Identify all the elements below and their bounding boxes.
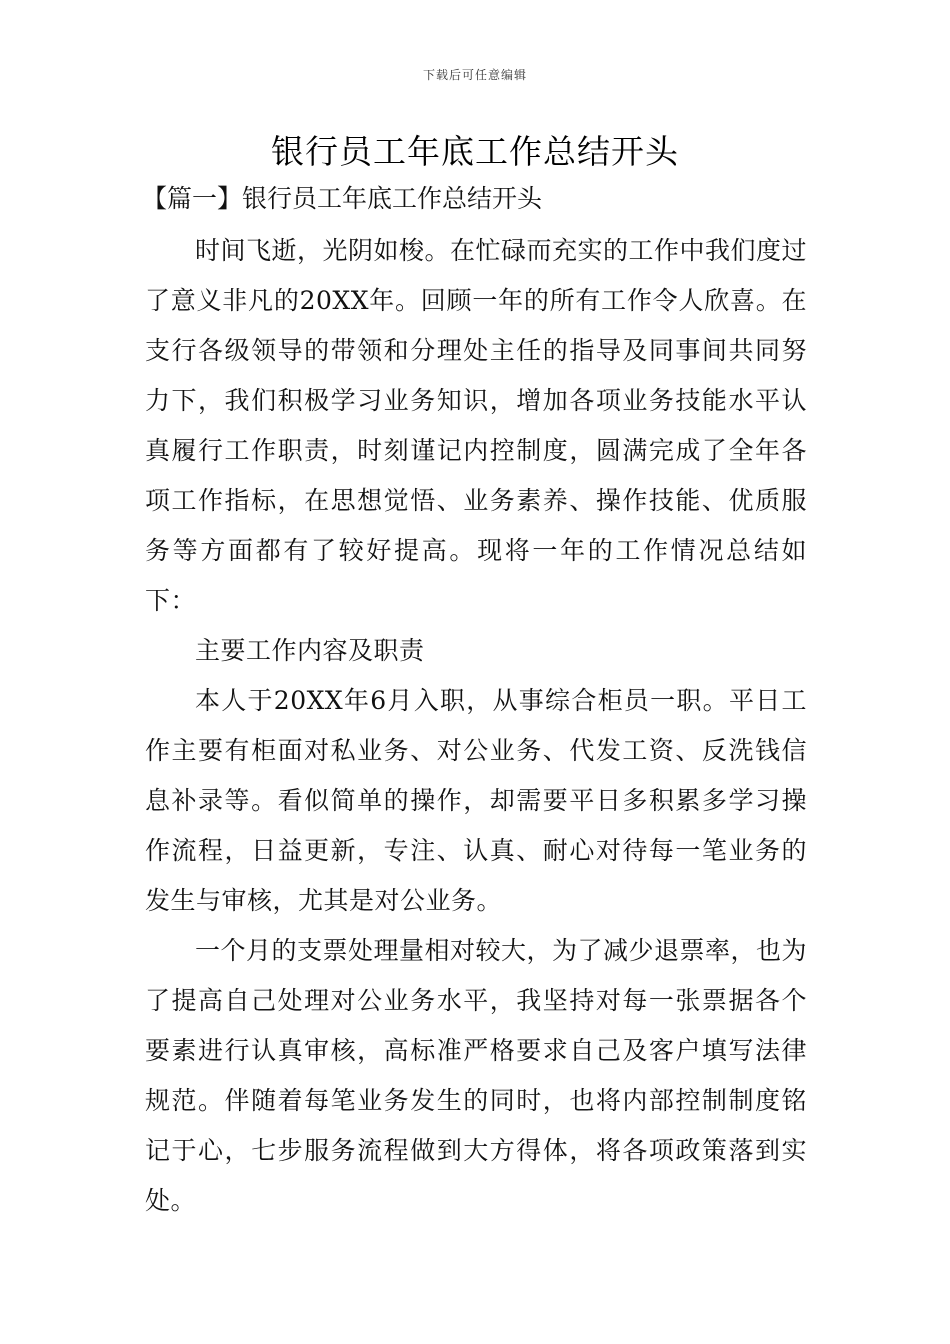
document-title: 银行员工年底工作总结开头 [271,132,679,171]
paragraph-checks: 一个月的支票处理量相对较大，为了减少退票率，也为了提高自己处理对公业务水平，我坚持对每一张票据各个要素进行认真审核，高标准严格要求自己及客户填写法律规范。伴随着每笔业务发生的同时，也将内部控制制度铭记于心，七步服务流程做到大方得体，将各项政策落到实处。 [145,936,808,1215]
paragraph-duties: 本人于20XX年6月入职，从事综合柜员一职。平日工作主要有柜面对私业务、对公业务、代发工资、反洗钱信息补录等。看似简单的操作，却需要平日多积累多学习操作流程，日益更新，专注、认真、耐心对待每一笔业务的发生与审核，尤其是对公业务。 [145,686,807,915]
paragraph-subheading: 主要工作内容及职责 [195,636,425,665]
body-text [145,226,807,1226]
paragraph-intro: 时间飞逝，光阴如梭。在忙碌而充实的工作中我们度过了意义非凡的20XX年。回顾一年的所有工作令人欣喜。在支行各级领导的带领和分理处主任的指导及同事间共同努力下，我们积极学习业务知识，增加各项业务技能水平认真履行工作职责，时刻谨记内控制度，圆满完成了全年各项工作指标，在思想觉悟、业务素养、操作技能、优质服务等方面都有了较好提高。现将一年的工作情况总结如下： [145,236,808,615]
section-heading: 【篇一】银行员工年底工作总结开头 [142,184,543,213]
header-note: 下载后可任意编辑 [422,68,527,82]
